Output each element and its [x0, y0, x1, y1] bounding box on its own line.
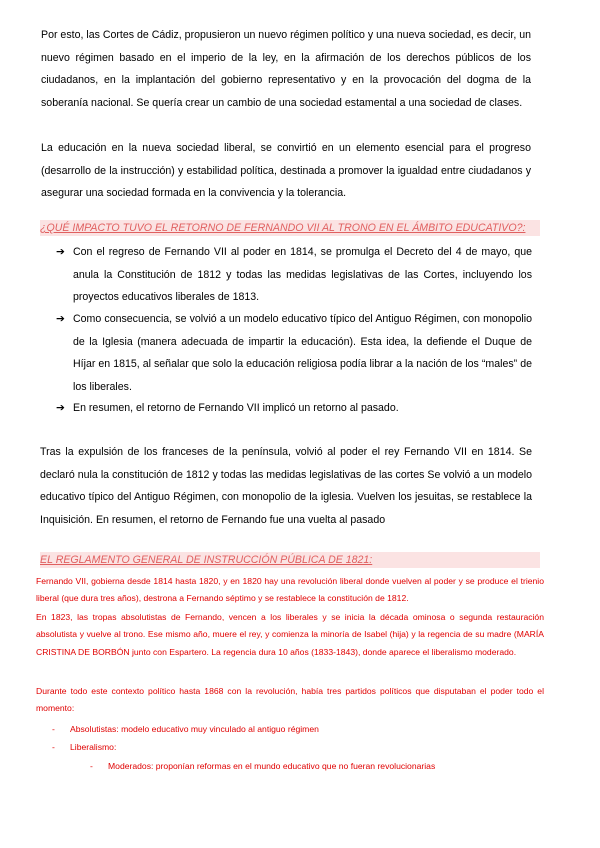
section-heading-reglamento: EL REGLAMENTO GENERAL DE INSTRUCCIÓN PÚBLICA DE 1821: [40, 552, 540, 568]
list-item-text: Absolutistas: modelo educativo muy vinculado al antiguo régimen [70, 724, 319, 734]
reglamento-paragraph-2: En 1823, las tropas absolutistas de Fernando, vencen a los liberales y se inicia la década ominosa o segunda restauración absolutista y vuelve al trono. Ese mismo año, muere el rey, y comienza la minoría de Isabel (hija) y la regencia de su madre (MARÍA CRISTINA DE BORBÓN junto con Espartero. La regencia dura 10 años (1833-1843), donde aparece el liberalismo moderado. [36, 612, 544, 657]
list-item [52, 721, 319, 738]
section-heading-impacto: ¿QUÉ IMPACTO TUVO EL RETORNO DE FERNANDO VII AL TRONO EN EL ÁMBITO EDUCATIVO?: [40, 220, 540, 236]
list-item-text: Moderados: proponían reformas en el mundo educativo que no fueran revolucionarias [108, 761, 436, 771]
summary-paragraph: Tras la expulsión de los franceses de la península, volvió al poder el rey Fernando VII en 1814. Se declaró nula la constitución de 1812 y todas las medidas legislativas de las cortes Se volvió a un modelo educativo típico del Antiguo Régimen, con monopolio de la iglesia. Vuelven los jesuitas, se restablece la Inquisición. En resumen, el retorno de Fernando fue una vuelta al pasado [40, 446, 532, 526]
bullet-item [56, 241, 532, 309]
list-item-text: Liberalismo: [70, 742, 117, 752]
arrow-icon: ➔ [56, 402, 65, 414]
list-item [52, 739, 116, 756]
dash-bullet: - [90, 761, 93, 771]
dash-bullet: - [52, 742, 55, 752]
arrow-icon: ➔ [56, 246, 65, 258]
list-item [90, 758, 435, 775]
intro-paragraph-2: La educación en la nueva sociedad liberal, se convirtió en un elemento esencial para el progreso (desarrollo de la instrucción) y estabilidad política, destinada a promover la igualdad entre ciudadanos y asegurar una sociedad formada en la convivencia y la tolerancia. [41, 142, 531, 199]
reglamento-paragraph-3: Durante todo este contexto político hasta 1868 con la revolución, había tres partidos políticos que disputaban el poder todo el momento: [36, 686, 544, 714]
dash-bullet: - [52, 724, 55, 734]
bullet-item [56, 397, 532, 420]
arrow-icon: ➔ [56, 313, 65, 325]
reglamento-paragraph-1: Fernando VII, gobierna desde 1814 hasta 1820, y en 1820 hay una revolución liberal donde vuelven al poder y se produce el trienio liberal (que dura tres años), destrona a Fernando séptimo y se restablece la constitución de 1812. [36, 576, 544, 604]
bullet-text: Como consecuencia, se volvió a un modelo educativo típico del Antiguo Régimen, con monopolio de la Iglesia (manera adecuada de impartir la educación). Esta idea, la defiende el Duque de Híjar en 1815, al señalar que solo la educación religiosa podía librar a la nación de los “males” de los liberales. [73, 313, 532, 393]
bullet-text: En resumen, el retorno de Fernando VII implicó un retorno al pasado. [73, 402, 399, 414]
bullet-text: Con el regreso de Fernando VII al poder en 1814, se promulga el Decreto del 4 de mayo, que anula la Constitución de 1812 y todas las medidas legislativas de las Cortes, incluyendo los proyectos educativos liberales de 1813. [73, 246, 532, 303]
intro-paragraph-1: Por esto, las Cortes de Cádiz, propusieron un nuevo régimen político y una nueva sociedad, es decir, un nuevo régimen basado en el imperio de la ley, en la afirmación de los derechos públicos de los ciudadanos, en la implantación del gobierno representativo y en la provocación del dogma de la soberanía nacional. Se quería crear un cambio de una sociedad estamental a una sociedad de clases. [41, 29, 531, 109]
bullet-item [56, 308, 532, 398]
